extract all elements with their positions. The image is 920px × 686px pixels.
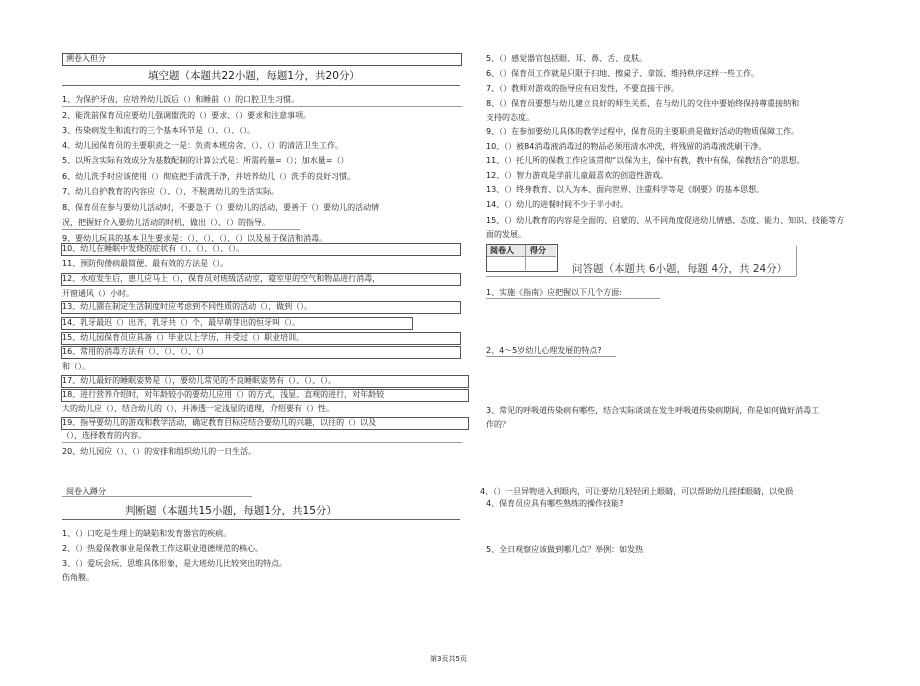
judge-item: 14、（）幼儿的进餐时间不少于半小时。 [486,200,629,209]
judge-item: 支持的态度。 [486,113,534,122]
fill-item: 大的幼儿应（），结合幼儿的（），并渗透一定浅显的道理，介绍要有（）性。 [62,404,334,413]
judge-title-underline [62,519,460,520]
judge-header-line [62,496,252,497]
qa-item: 1、实施《指南》应把握以下几个方面: [486,288,622,297]
judge-item: 13、（）终身教育、以人为本、面向世界、注重科学等是《纲要》的基本思想。 [486,185,765,194]
judge-item: 10、（）被84消毒液消毒过的物品必须用清水冲洗，将残留的消毒液洗刷干净。 [486,142,767,151]
fill-item: 12、水痘发生后，患儿应马上（），保育员对班级活动室，寝室里的空气和物品进行消毒， [62,274,381,283]
fill-item: 13、幼儿園在制定生活制度时应考虑到不同性质的活动（），做到（）。 [62,302,313,311]
judge-item: 12、（）智力游戏是学前儿童最喜欢的创造性游戏。 [486,171,669,180]
fill-item: 4、幼儿园保育员的主要职责之一是：负责本班房舍、（）、（）的清洁卫生工作。 [62,141,344,150]
judge-item: 15、（）幼儿教育的内容是全面的、启蒙的、从不同角度促进幼儿情感、态度、能力、知识、技能等方 [486,216,845,225]
answer-line [62,229,300,230]
fill-item: 8、保育员在参与要幼儿活动时，不要急于（）要幼儿的活动，要善于（）要幼儿的活动情 [62,203,380,212]
fill-header: 溯卷入但分 [66,54,106,63]
score-table-row-line [487,256,556,257]
qa-section-title: 问答题（本题共 6小题，每题 4分，共 24分） [572,263,788,275]
title-underline [62,85,460,86]
answer-line [62,442,462,443]
fill-item: 16、常用的消毒方法有（）、（）、（）、（） [62,347,209,356]
fill-item: 15、幼儿园保育员应具备（）毕业以上学历，并受过（）职业培训。 [62,333,305,342]
fill-item: 2、能洗前保育员应要幼儿强调盥洗的（）要求、（）要求和注意事项。 [62,111,312,120]
judge-item: 2、（）热爱保教事业是保教工作这职业道德规范的核心。 [62,544,264,553]
fill-item: 20、幼儿园应（）、（）的安排和组织幼儿的一日生活。 [62,447,257,456]
judge-section-title: 判断题（本题共15小题，每题1分，共15分） [125,505,337,517]
qa-title-line [486,276,796,277]
fill-item: 和（）。 [62,362,90,371]
judge-item: 8、（）保育员要想与幼儿建立良好的师生关系，在与幼儿的交往中要始终保持尊重接纳和 [486,99,800,108]
judge-item: 9、（）在参加要幼儿具体的教学过程中，保育员的主要职责是做好活动的物质保障工作。 [486,127,800,136]
judge-item: 1、（）口吃是生理上的缺陷和发育器官的疾病。 [62,529,232,538]
judge-item: 6、（）保育员工作就是只限于扫地、擦桌子、拿饭、维持秩序这样一些工作。 [486,69,760,78]
fill-item: 7、幼儿自护教育的内容应（）、（），不脱离幼儿的生活实际。 [62,187,280,196]
fill-item: 17、幼儿最好的睡眠姿势是（），要幼儿常见的不良睡眠姿势有（）、（）、（）。 [62,376,337,385]
qa-item: 5、全日观察应该做到哪几点？举例：如发热 [486,545,644,554]
fill-item: 10、幼儿在睡眠中发烧的症状有（）、（）、（）、（）。 [62,244,245,253]
fill-item: （），选择教育的内容。 [62,431,146,440]
qa-item: 3、常见的呼吸道传染病有哪些，结合实际谈谈在发生呼吸道传染病期间，你是如何做好消毒工 [486,406,820,415]
judge-item: 7、（）教师对游戏的指导应有启发性，不要直接干涉。 [486,84,680,93]
qa-title-edge [796,246,797,276]
judge-item: 11、（）托儿所的保教工作应该贯彻“以保为主，保中有教，教中有保，保教结合”的思想。 [486,156,805,165]
judge-item: 3、（）爱玩会玩、思维具体形象，是大班幼儿比较突出的特点。 [62,559,288,568]
qa-item: 4、保育员应具有哪些熟练的操作技能? [486,499,624,508]
answer-line [486,298,660,299]
score-table-col-grader: 阅卷人 [490,246,514,255]
fill-item: 3、传染病发生和流行的三个基本环节是（）、（）、（）。 [62,126,256,135]
qa-item: 作的？ [486,420,510,429]
fill-item: 11、预防佝偻病最简便、最有效的方法是（）。 [62,259,229,268]
fill-item: 6、幼儿洗手时应该使用（）彻底把手清洗干净，并培养幼儿（）洗手的良好习惯。 [62,172,356,181]
fill-header-box [62,53,462,66]
fill-item: 9、要幼儿玩具的基本卫生要求是：（）、（）、（）、（）以及易于保洁和消毒。 [62,234,328,243]
answer-line [62,106,462,107]
fill-item: 19、指导要幼儿的游戏和教学活动，确定教育目标应结合要幼儿的兴趣，以往的（）以及 [62,418,377,427]
fill-item: 5、以所含实际有效成分为基数配制的计算公式是：所需药量=（）；加水量=（） [62,156,349,165]
page-footer: 第3页共5页 [430,655,467,663]
judge-item: 伤角膜。 [62,573,94,582]
fill-item: 1、为保护牙齿，应培养幼儿饭后（）和睡前（）的口腔卫生习惯。 [62,95,300,104]
fill-item: 况，把握好介入要幼儿活动的时机，做出（）、（）的指导。 [62,218,270,227]
judge-header: 阅卷入蹲分 [66,487,106,496]
score-table-col-score: 得分 [530,246,546,255]
judge-item: 面的发展。 [486,230,526,239]
score-table-col-line [525,245,526,270]
fill-item: 14、乳牙最迟（）出齐，乳牙共（）个，最早萌芽出的恒牙叫（）。 [62,318,301,327]
fill-item: 开窗通风（）小时。 [62,289,134,298]
judge-item: 5、（）感觉器官包括眼、耳、鼻、舌、皮肤。 [486,54,648,63]
qa-item: 2、4～5岁幼儿心理发展的特点? [486,346,602,355]
fill-item: 18、进行营养介绍时，对年龄较小的要幼儿应用（）的方式，浅显、直观的进行，对年龄较 [62,390,385,399]
fill-section-title: 填空题（本题共22小题，每题1分，共20分） [148,70,360,82]
answer-line [486,356,616,357]
qa-item: 4、（）一旦异物进入到眼内，可让要幼儿轻轻闭上眼睛，可以帮助幼儿搓揉眼睛，以免损 [480,487,794,496]
